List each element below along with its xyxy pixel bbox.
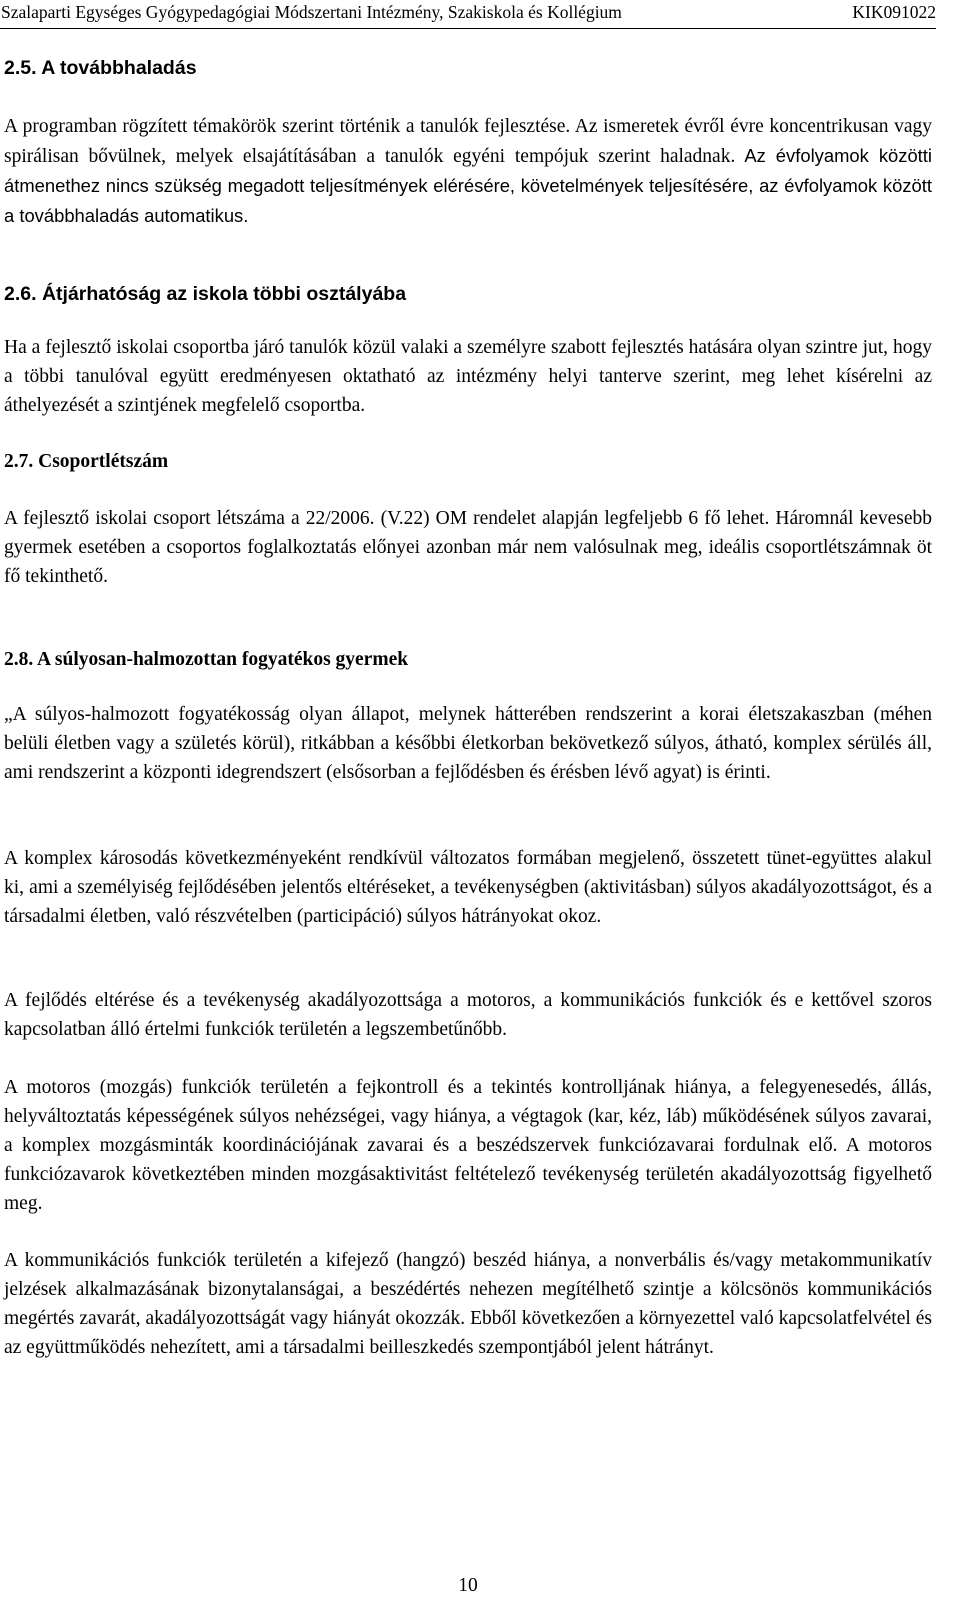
- section-2-8-paragraph-1: „A súlyos-halmozott fogyatékosság olyan állapot, melynek hátterében rendszerint a korai életszakaszban (méhen belüli életben vagy a születés körül), ritkábban a későbbi életkorban bekövetkező súlyos, átható, komplex sérülés áll, ami rendszerint a központi idegrendszert (elsősorban a fejlődésben és érésben lévő agyat) is érinti.: [4, 704, 932, 783]
- section-2-8-paragraph-3: A fejlődés eltérése és a tevékenység akadályozottsága a motoros, a kommunikációs funkciók és e kettővel szoros kapcsolatban álló értelmi funkciók területén a legszembetűnőbb.: [4, 990, 932, 1040]
- section-2-6-paragraph-text: Ha a fejlesztő iskolai csoportba járó tanulók közül valaki a személyre szabott fejlesztés hatására olyan szintre jut, hogy a többi tanulóval együtt eredményesen oktatható az intézmény helyi tanterve szerint, meg lehet kísérelni az áthelyezését a szintjének megfelelő csoportba.: [4, 337, 932, 416]
- section-2-8-paragraph-4: A motoros (mozgás) funkciók területén a fejkontroll és a tekintés kontrolljának hiánya, a felegyenesedés, állás, helyváltoztatás képességének súlyos nehézségei, vagy hiánya, a végtagok (kar, kéz, láb) működésének súlyos zavarai, a komplex mozgásminták koordinációjának zavarai és a beszédszervek funkciózavarai fordulnak elő. A motoros funkciózavarok következtében minden mozgásaktivitást feltételező tevékenység területén akadályozottság figyelhető meg.: [4, 1077, 932, 1214]
- section-2-8-paragraph-5: A kommunikációs funkciók területén a kifejező (hangzó) beszéd hiánya, a nonverbális és/vagy metakommunikatív jelzések alkalmazásának bizonytalanságai, a beszédértés nehezen megítélhető szintje a kölcsönös kommunikációs megértés zavarát, akadályozottságát vagy hiányát okozzák. Ebből következően a környezettel való kapcsolatfelvétel és az együttműködés nehezített, ami a társadalmi beilleszkedés szempontjából jelent hátrányt.: [4, 1250, 932, 1358]
- section-2-8-title: 2.8. A súlyosan-halmozottan fogyatékos gyermek: [4, 649, 409, 670]
- header-institution: Szalaparti Egységes Gyógypedagógiai Módszertani Intézmény, Szakiskola és Kollégium: [1, 2, 622, 22]
- section-2-5-paragraph: [4, 112, 932, 231]
- section-2-8-paragraph-2: A komplex károsodás következményeként rendkívül változatos formában megjelenő, összetett tünet-együttes alakul ki, ami a személyiség fejlődésében jelentős eltéréseket, a tevékenységben (aktivitásban) súlyos akadályozottságot, és a társadalmi életben, való részvételben (participáció) súlyos hátrányokat okoz.: [4, 848, 932, 927]
- section-2-6-title-text: Átjárhatóság az iskola többi osztályába: [36, 283, 407, 305]
- page-number: 10: [458, 1575, 478, 1596]
- section-2-7-title: 2.7. Csoportlétszám: [4, 451, 169, 472]
- section-2-6-paragraph: [4, 333, 932, 420]
- section-2-5-paragraph-part-a: A programban rögzített témakörök szerint történik a tanulók fejlesztése. Az ismeretek évről évre koncentrikusan vagy spirálisan bővülnek, melyek elsajátításában a tanulók egyéni tempójuk szerint haladnak.: [4, 116, 932, 167]
- section-2-6-title-number: 2.6.: [4, 283, 37, 305]
- section-2-5-title: 2.5. A továbbhaladás: [4, 57, 197, 79]
- page-header: [0, 0, 936, 29]
- section-2-6-title: [4, 280, 406, 309]
- header-document-code: KIK091022: [852, 2, 936, 22]
- section-2-7-paragraph: A fejlesztő iskolai csoport létszáma a 22/2006. (V.22) OM rendelet alapján legfeljebb 6 fő lehet. Háromnál kevesebb gyermek esetében a csoportos foglalkoztatás előnyei azonban már nem valósulnak meg, ideális csoportlétszámnak öt fő tekinthető.: [4, 508, 932, 587]
- section-2-5-paragraph-part-b: Az évfolyamok közötti átmenethez nincs szükség megadott teljesítmények elérésére, követelmények teljesítésére, az évfolyamok között a továbbhaladás automatikus.: [4, 145, 932, 226]
